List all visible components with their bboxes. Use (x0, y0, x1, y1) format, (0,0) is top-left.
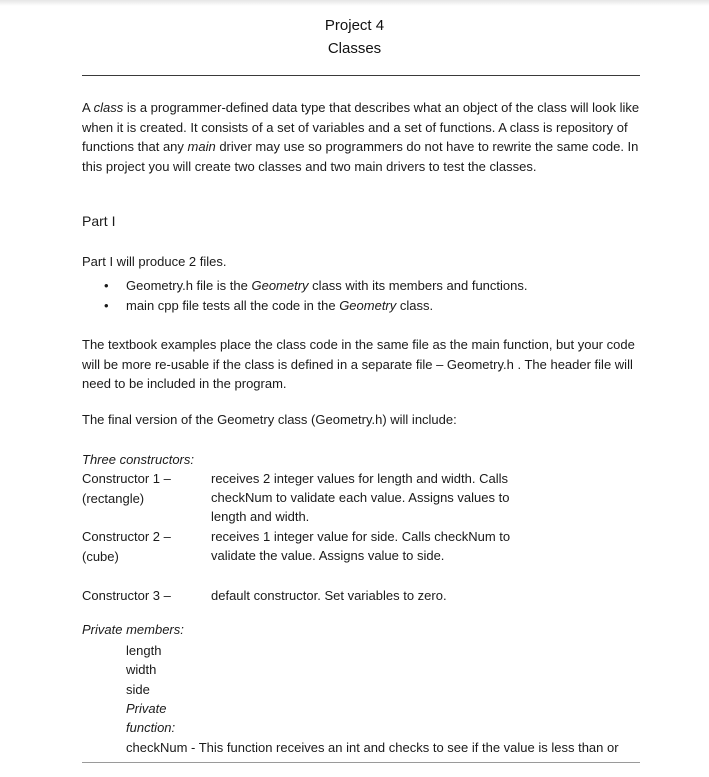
part-one-intro: Part I will produce 2 files. (82, 254, 227, 269)
member-side: side (126, 682, 150, 697)
member-width: width (126, 662, 157, 677)
bullet-text: class with its members and functions. (308, 278, 528, 293)
constructor-1-description: receives 2 integer values for length and width. Calls checkNum to validate each value. Assigns values to length and width. (211, 471, 510, 524)
intro-paragraph (82, 98, 642, 176)
constructor-label-line: Constructor 1 – (82, 471, 171, 486)
private-function-heading-cont: function: (126, 720, 176, 735)
constructor-3-description: default constructor. Set variables to zero. (211, 588, 447, 603)
intro-class-word: class (93, 100, 124, 115)
constructor-2-description: receives 1 integer value for side. Calls checkNum to validate the value. Assigns value to side. (211, 529, 511, 563)
intro-text-1: A (82, 100, 94, 115)
bullet-icon: • (104, 278, 109, 293)
list-item (104, 296, 527, 316)
list-item (104, 276, 527, 296)
constructor-label-line: (cube) (82, 548, 119, 564)
bullet-icon: • (104, 298, 109, 313)
checknum-description: checkNum - This function receives an int and checks to see if the value is less than or (126, 740, 619, 755)
document-title: Project 4 (324, 17, 385, 34)
constructor-3-label (82, 586, 171, 606)
private-members-heading: Private members: (82, 622, 184, 637)
bullet-italic: Geometry (339, 298, 397, 313)
bullet-text: Geometry.h file is the (126, 278, 252, 293)
document-subtitle: Classes (327, 40, 382, 57)
header-divider (82, 75, 640, 76)
part-one-heading: Part I (82, 213, 116, 229)
constructor-label-line: (rectangle) (82, 490, 145, 506)
page-bottom-edge (82, 762, 640, 763)
intro-text-2: is a programmer-defined data type that describes what an object of the class will look like when it is created. It consists of a set of variables and a set of functions. A class is repository of functions that any (82, 100, 640, 154)
member-length: length (126, 643, 162, 658)
page-top-shadow (0, 0, 709, 6)
bullet-italic: Geometry (251, 278, 309, 293)
bullet-text: class. (396, 298, 434, 313)
intro-main-word: main (187, 139, 216, 154)
constructor-1-label (82, 469, 171, 508)
intro-text-3: driver may use so programmers do not have to rewrite the same code. In this project you will create two classes and two main drivers to test the classes. (82, 139, 639, 174)
constructors-heading: Three constructors: (82, 452, 194, 467)
constructor-label-line: Constructor 3 – (82, 588, 171, 603)
file-list (104, 276, 527, 316)
constructor-2-label (82, 527, 171, 566)
bullet-text: main cpp file tests all the code in the (126, 298, 340, 313)
final-version-text: The final version of the Geometry class (Geometry.h) will include: (82, 412, 457, 427)
textbook-paragraph: The textbook examples place the class code in the same file as the main function, but your code will be more re-usable if the class is defined in a separate file – Geometry.h . The header file will need to be included in the program. (82, 337, 635, 391)
constructor-label-line: Constructor 2 – (82, 529, 171, 544)
private-function-heading: Private (126, 701, 167, 716)
